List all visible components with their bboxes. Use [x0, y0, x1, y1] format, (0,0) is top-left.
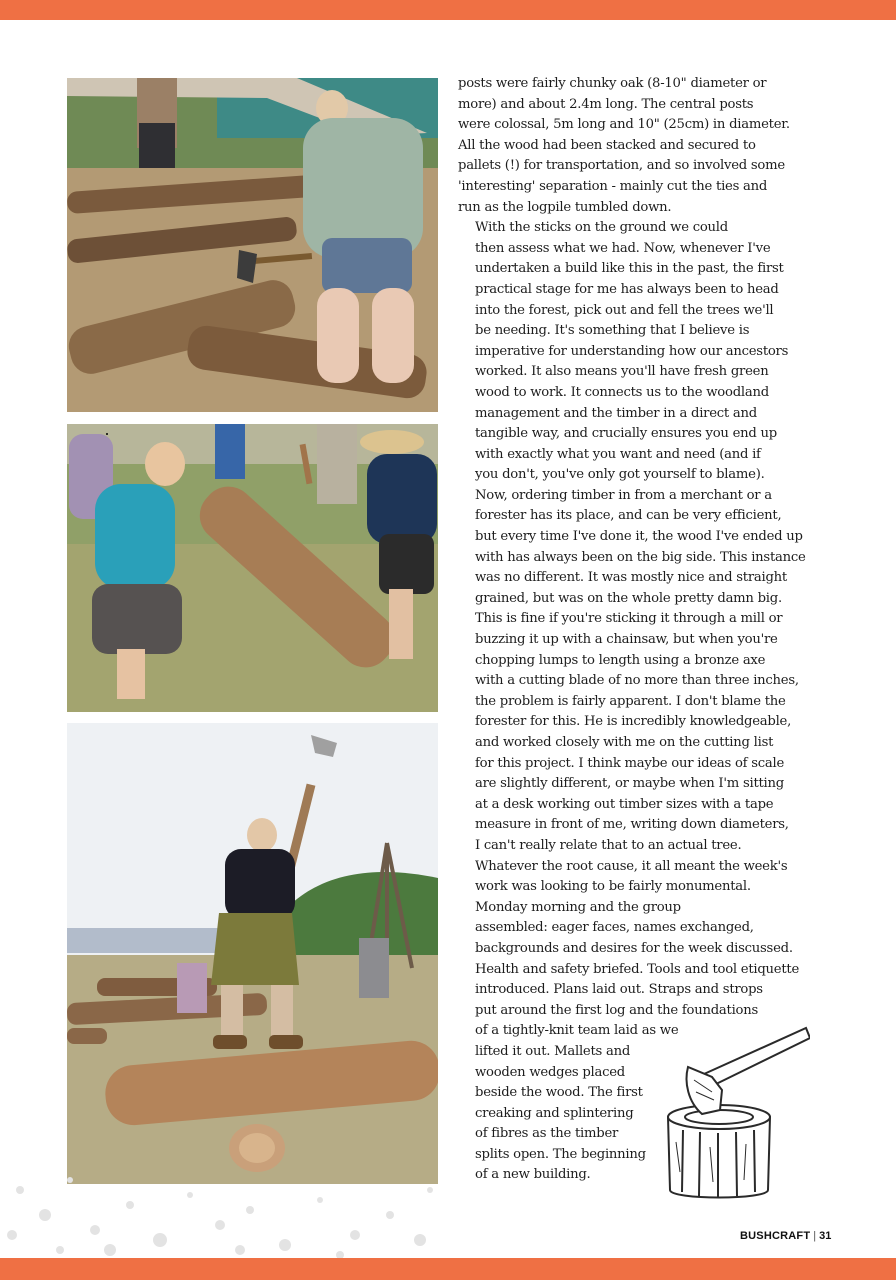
article-line: undertaken a build like this in the past, the first [475, 261, 784, 277]
article-line: beside the wood. The first [475, 1085, 643, 1101]
article-line: Now, ordering timber in from a merchant or a [475, 487, 772, 503]
axe-in-block-illustration [658, 1022, 810, 1202]
photo-woman-splitting-log [67, 78, 438, 412]
article-line: be needing. It's something that I believe is [475, 323, 750, 339]
article-line: at a desk working out timber sizes with a tape [475, 796, 774, 812]
article-line: management and the timber in a direct and [475, 405, 757, 421]
article-line: Whatever the root cause, it all meant the week's [475, 858, 788, 874]
bottom-accent-bar [0, 1258, 896, 1280]
article-line: of a tightly-knit team laid as we [475, 1023, 679, 1039]
article-line: wooden wedges placed [475, 1064, 625, 1080]
article-line: forester has its place, and can be very efficient, [475, 508, 782, 524]
article-line: chopping lumps to length using a bronze axe [475, 652, 766, 668]
article-line: of a new building. [475, 1167, 591, 1183]
article-line: lifted it out. Mallets and [475, 1043, 631, 1059]
article-line: with a cutting blade of no more than three inches, [475, 673, 799, 689]
article-line: I can't really relate that to an actual tree. [475, 837, 742, 853]
article-line: With the sticks on the ground we could [475, 220, 728, 236]
article-line: 'interesting' separation - mainly cut the ties and [458, 178, 768, 194]
article-line: practical stage for me has always been to head [475, 281, 779, 297]
article-line: are slightly different, or maybe when I'm sitting [475, 776, 784, 792]
magazine-name: BUSHCRAFT [740, 1230, 811, 1242]
article-line: creaking and splintering [475, 1105, 634, 1121]
article-line: backgrounds and desires for the week discussed. [475, 940, 793, 956]
article-line: grained, but was on the whole pretty damn big. [475, 590, 782, 606]
article-line: imperative for understanding how our ancestors [475, 343, 789, 359]
article-line: tangible way, and crucially ensures you end up [475, 426, 777, 442]
page-footer [740, 1230, 831, 1242]
article-line: you don't, you've only got yourself to blame). [475, 467, 765, 483]
article-line: work was looking to be fairly monumental. [475, 879, 751, 895]
article-line: into the forest, pick out and fell the trees we'll [475, 302, 774, 318]
article-line: were colossal, 5m long and 10" (25cm) in diameter. [458, 117, 790, 133]
article-line: Monday morning and the group [475, 899, 681, 915]
article-line: with has always been on the big side. This instance [475, 549, 806, 565]
article-line: forester for this. He is incredibly knowledgeable, [475, 714, 792, 730]
article-line: posts were fairly chunky oak (8-10" diameter or [458, 76, 767, 91]
photo-two-men-chopping-log [67, 424, 438, 712]
article-line: put around the first log and the foundations [475, 1002, 759, 1018]
article-line: Health and safety briefed. Tools and tool etiquette [475, 961, 800, 977]
article-line: assembled: eager faces, names exchanged, [475, 920, 754, 936]
article-line: measure in front of me, writing down diameters, [475, 817, 789, 833]
article-line: introduced. Plans laid out. Straps and strops [475, 982, 763, 998]
article-line: run as the logpile tumbled down. [458, 199, 672, 215]
article-body [458, 74, 818, 1186]
article-line: more) and about 2.4m long. The central posts [458, 96, 754, 112]
article-line: worked. It also means you'll have fresh green [475, 364, 769, 380]
article-line: the problem is fairly apparent. I don't blame the [475, 693, 786, 709]
top-accent-bar [0, 0, 896, 20]
article-line: buzzing it up with a chainsaw, but when you're [475, 632, 778, 648]
photo-man-raising-axe [67, 723, 438, 1184]
page-number: 31 [819, 1230, 832, 1242]
article-line: was no different. It was mostly nice and straight [475, 570, 787, 586]
article-line: splits open. The beginning [475, 1146, 646, 1162]
article-paragraph-2 [458, 218, 818, 898]
article-line: All the wood had been stacked and secured to [458, 137, 756, 153]
article-paragraph-1 [458, 74, 818, 218]
article-line: and worked closely with me on the cutting list [475, 735, 774, 750]
footer-separator: | [813, 1230, 817, 1242]
article-line: of fibres as the timber [475, 1126, 619, 1142]
article-line: pallets (!) for transportation, and so involved some [458, 158, 785, 174]
article-line: with exactly what you want and need (and if [475, 446, 761, 462]
decorative-texture [0, 1150, 450, 1260]
article-line: but every time I've done it, the wood I've ended up [475, 529, 803, 545]
article-line: This is fine if you're sticking it through a mill or [475, 611, 783, 627]
article-line: for this project. I think maybe our ideas of scale [475, 755, 785, 771]
article-line: wood to work. It connects us to the woodland [475, 384, 769, 400]
article-line: then assess what we had. Now, whenever I've [475, 240, 771, 256]
